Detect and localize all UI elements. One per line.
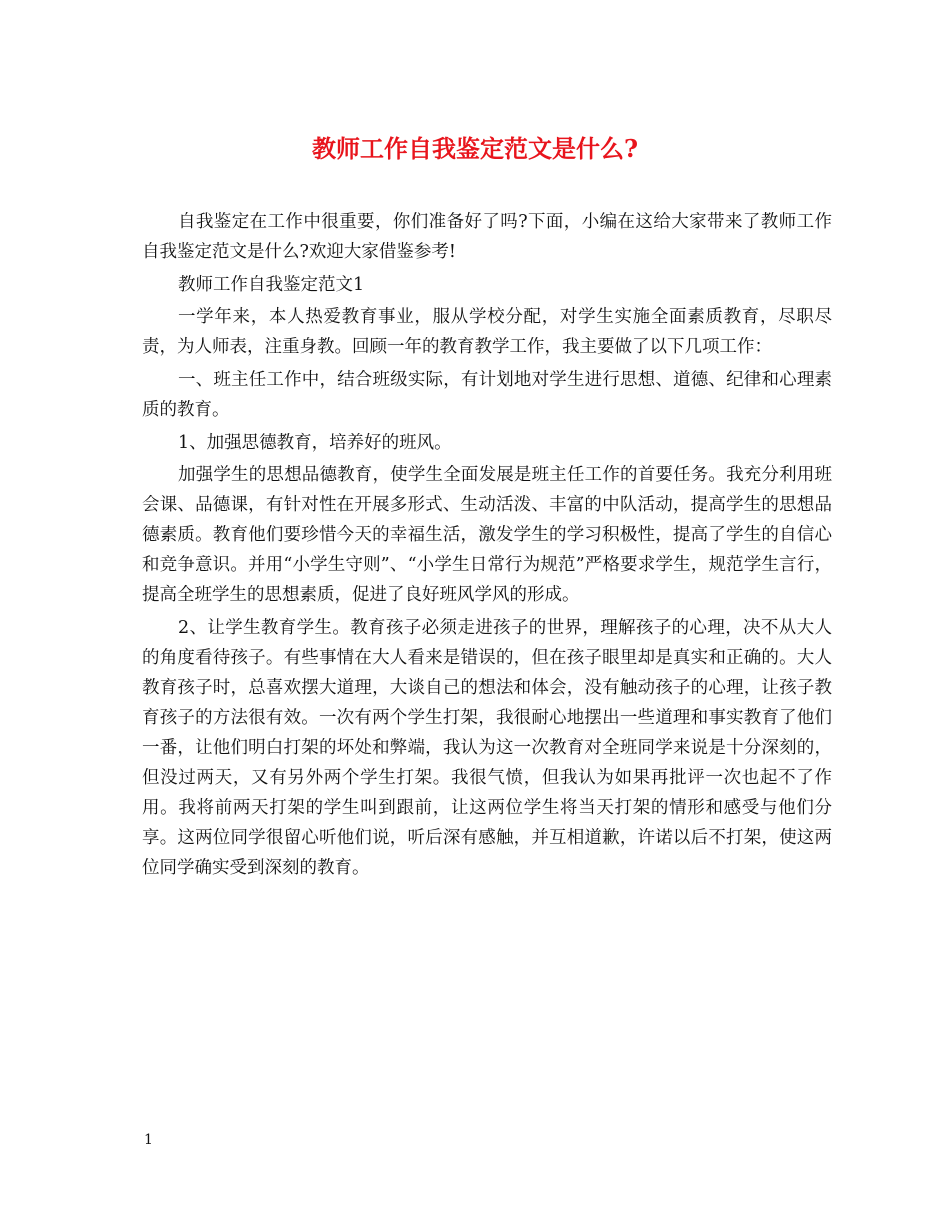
paragraph-subitem-two: 2、让学生教育学生。教育孩子必须走进孩子的世界，理解孩子的心理，决不从大人的角度看待孩子。有些事情在大人看来是错误的，但在孩子眼里却是真实和正确的。大人教育孩子时，总喜欢摆大道理，大谈自己的想法和体会，没有触动孩子的心理，让孩子教育孩子的方法很有效。一次有两个学生打架，我很耐心地摆出一些道理和事实教育了他们一番，让他们明白打架的坏处和弊端，我认为这一次教育对全班同学来说是十分深刻的，但没过两天，又有另外两个学生打架。我很气愤，但我认为如果再批评一次也起不了作用。我将前两天打架的学生叫到跟前，让这两位学生将当天打架的情形和感受与他们分享。这两位同学很留心听他们说，听后深有感触，并互相道歉，许诺以后不打架，使这两位同学确实受到深刻的教育。 <box>142 618 832 879</box>
paragraph-intro: 自我鉴定在工作中很重要，你们准备好了吗?下面，小编在这给大家带来了教师工作自我鉴定范文是什么?欢迎大家借鉴参考! <box>142 212 832 262</box>
paragraph-item-one: 一、班主任工作中，结合班级实际，有计划地对学生进行思想、道德、纪律和心理素质的教育。 <box>142 370 832 421</box>
document-body <box>142 207 832 886</box>
paragraph-subitem-one: 1、加强思德教育，培养好的班风。 <box>178 432 452 453</box>
page-number: 1 <box>144 1132 153 1148</box>
paragraph-moral-education: 加强学生的思想品德教育，使学生全面发展是班主任工作的首要任务。我充分利用班会课、品德课，有针对性在开展多形式、生动活泼、丰富的中队活动，提高学生的思想品德素质。教育他们要珍惜今天的幸福生活，激发学生的学习积极性，提高了学生的自信心和竞争意识。并用“小学生守则”、“小学生日常行为规范”严格要求学生，规范学生言行，提高全班学生的思想素质，促进了良好班风学风的形成。 <box>142 465 832 606</box>
document-title: 教师工作自我鉴定范文是什么? <box>311 134 639 163</box>
section-heading: 教师工作自我鉴定范文1 <box>178 274 365 295</box>
paragraph-overview: 一学年来，本人热爱教育事业，服从学校分配，对学生实施全面素质教育，尽职尽责，为人师表，注重身教。回顾一年的教育教学工作，我主要做了以下几项工作： <box>142 307 832 358</box>
